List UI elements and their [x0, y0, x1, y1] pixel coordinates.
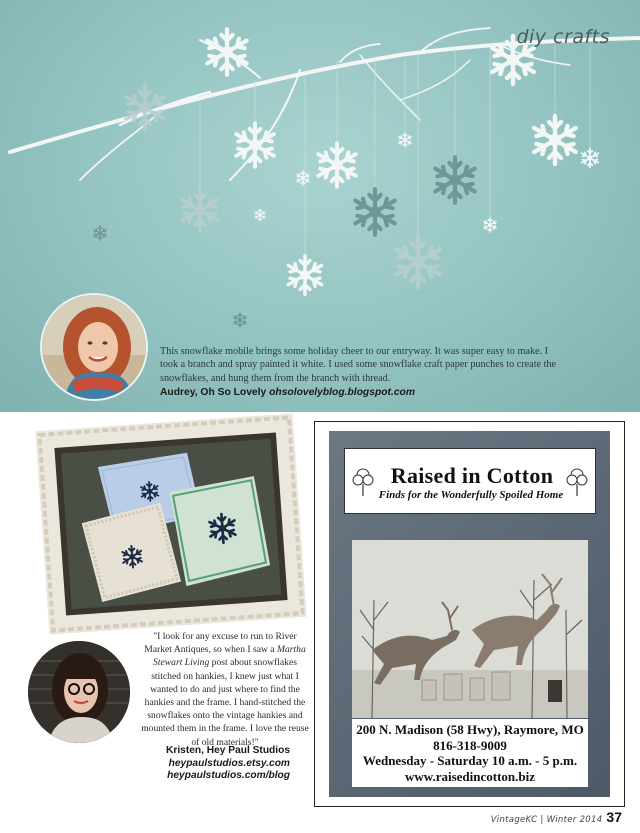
ad-title: Raised in Cotton [390, 463, 554, 488]
ad-address: 200 N. Madison (58 Hwy), Raymore, MO [356, 722, 584, 737]
kristen-quote-part2: post about snowflakes stitched on hankies, I knew just what I wanted to do and just where to find the hankies and the frame. I hand-stitched the snowflakes onto the vintage hankies and mounted them in the frame. I love the reuse of old materials!" [141, 657, 309, 748]
kristen-etsy-link[interactable]: heypaulstudios.etsy.com [168, 757, 290, 769]
kristen-avatar [28, 641, 130, 743]
page-number: 37 [606, 809, 622, 825]
kristen-blog-link[interactable]: heypaulstudios.com/blog [167, 770, 290, 782]
kristen-quote-part1: "I look for any excuse to run to River Market Antiques, so when I saw a [144, 631, 297, 656]
audrey-caption [160, 345, 560, 399]
audrey-credit [160, 386, 560, 399]
kristen-credit [110, 745, 290, 783]
framed-hankies-photo [35, 413, 307, 635]
ad-phone: 816-318-9009 [433, 737, 507, 753]
section-tag: diy crafts [516, 26, 610, 48]
ad-tagline: Finds for the Wonderfully Spoiled Home [378, 489, 564, 501]
ad-website-link[interactable]: www.raisedincotton.biz [405, 768, 535, 784]
kristen-portrait [28, 641, 130, 743]
kristen-credit-name: Kristen, Hey Paul Studios [166, 745, 290, 756]
ad-contact-info [352, 722, 588, 784]
page-footer [491, 807, 622, 826]
framed-hankies-illustration [35, 413, 307, 635]
audrey-portrait [42, 295, 148, 401]
audrey-avatar [40, 293, 148, 401]
reindeer-display-illustration [352, 540, 588, 718]
kristen-quote [140, 630, 310, 749]
ad-hours: Wednesday - Saturday 10 a.m. - 5 p.m. [362, 753, 578, 768]
snowflake-mobile-photo [0, 0, 640, 412]
ad-reindeer-photo [352, 540, 588, 718]
publication-name: VintageKC | Winter 2014 [490, 815, 603, 825]
kristen-quote-magazine: Martha Stewart Living [153, 644, 306, 669]
audrey-caption-text: This snowflake mobile brings some holiday cheer to our entryway. It was super easy to make. I took a branch and spray painted it white. I used some snowflake craft paper punches to create the snowflakes, and hung them from the branch with thread. [160, 346, 557, 384]
audrey-blog-link[interactable]: ohsolovelyblog.blogspot.com [269, 386, 415, 398]
audrey-credit-name: Audrey, Oh So Lovely [160, 386, 267, 398]
